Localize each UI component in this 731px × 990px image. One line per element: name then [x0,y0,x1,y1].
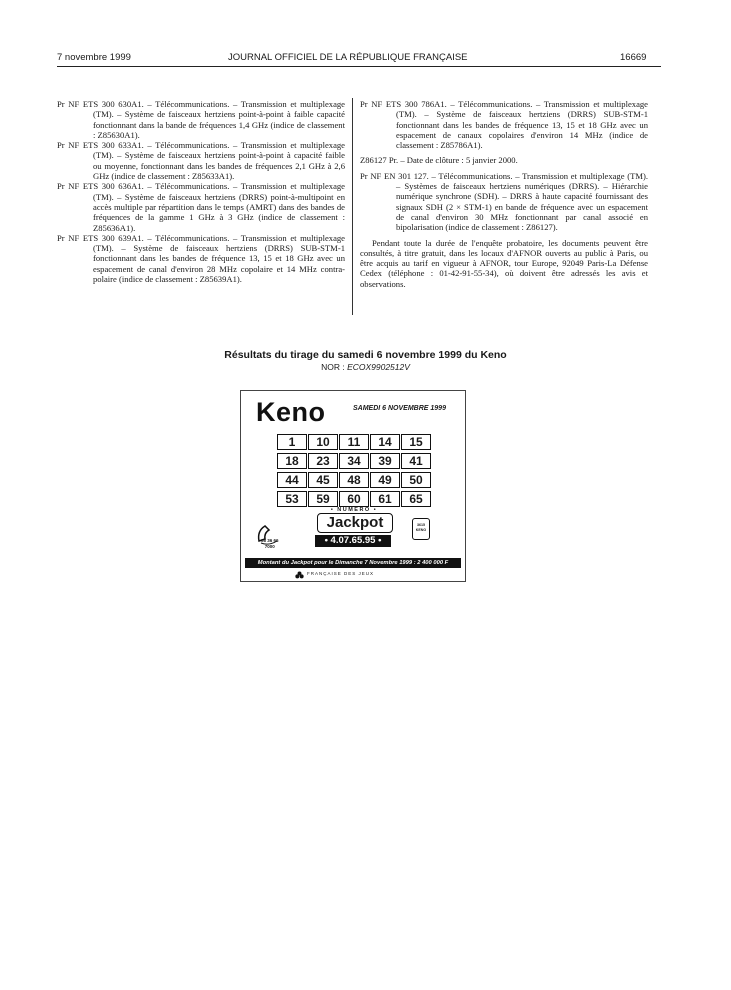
jackpot-amount-banner: Montant du Jackpot pour le Dimanche 7 Novembre 1999 : 2 400 000 F [245,558,461,568]
left-column [57,99,345,284]
standard-entry: Pr NF ETS 300 633A1. – Télécommunications. – Transmission et multiplexage (TM). – Système de faisceaux hertziens point-à-point à capacité faible ou moyenne, fonctionnant dans les bandes de fréquences 2,1 GHz à 2,6 GHz (indice de classement : Z85633A1). [57,140,345,182]
keno-results-ticket [240,390,466,582]
drawn-number: 49 [370,472,400,488]
minitel-code: 3615 [417,523,425,527]
drawn-number: 61 [370,491,400,507]
drawn-number: 10 [308,434,338,450]
drawn-number: 53 [277,491,307,507]
nor-reference [0,362,731,372]
jackpot-label: • NUMÉRO • [330,507,378,513]
clover-logo-icon [295,571,304,580]
drawn-number: 39 [370,453,400,469]
standard-entry: Pr NF EN 301 127. – Télécommunications. – Transmission et multiplexage (TM). – Systèmes de faisceaux hertziens numériques (DRRS). – Hiérarchie numérique synchrone (SDH). – DRRS à haute capacité fournissant des signaux SDH (2 × STM-1) en bande de fréquence avec un espacement de canal d'environ 30 MHz fonctionnant par canal associé en bipolarisation (indice de classement : Z86127). [360,170,648,233]
drawn-number: 45 [308,472,338,488]
header-date: 7 novembre 1999 [57,52,131,63]
drawn-number: 1 [277,434,307,450]
nor-label: NOR : [321,362,345,372]
phone-number-suffix: 7000 [264,544,275,549]
francaise-des-jeux-label: FRANÇAISE DES JEUX [307,571,375,576]
tv-minitel-icon [412,518,430,540]
drawn-number: 18 [277,453,307,469]
drawn-number: 41 [401,453,431,469]
keno-logo: Keno [256,397,326,427]
drawn-number: 15 [401,434,431,450]
header-journal-title: JOURNAL OFFICIEL DE LA RÉPUBLIQUE FRANÇAISE [228,52,468,63]
results-title: Résultats du tirage du samedi 6 novembre 1999 du Keno [224,349,507,361]
header-page-number: 16669 [620,52,647,63]
drawn-number: 34 [339,453,369,469]
header-rule [57,66,661,67]
consultation-paragraph: Pendant toute la durée de l'enquête probatoire, les documents peuvent être consultés, à titre gratuit, dans les locaux d'AFNOR ouverts au public à Paris, ou être acquis au tarif en vigueur à AFNOR, tour Europe, 92049 Paris-La Défense Cedex (téléphone : 01-42-91-55-34), où doivent être adressés les avis et observations. [360,237,648,289]
nor-code: ECOX9902512V [347,362,410,372]
closing-date-entry: Z86127 Pr. – Date de clôture : 5 janvier 2000. [360,155,518,166]
standard-entry: Pr NF ETS 300 639A1. – Télécommunications. – Transmission et multiplexage (TM). – Système de faisceaux hertziens (DRRS) SUB-STM-1 fonctionnant dans les bandes de fréquence 13, 15 et 18 GHz avec un espacement de canal d'environ 28 MHz copolaire et 14 MHz contra-polaire (indice de classement : Z85639A1). [57,232,345,285]
draw-date: SAMEDI 6 NOVEMBRE 1999 [353,405,446,412]
standard-entry: Pr NF ETS 300 786A1. – Télécommunications. – Transmission et multiplexage (TM). – Système de faisceaux hertziens (DRRS) SUB-STM-1 fonctionnant dans les bandes de fréquence 13, 15 et 18 GHz avec un espacement de canaux copolaires d'environ 14 MHz (indice de classement : Z85786A1). [360,99,648,151]
drawn-number: 11 [339,434,369,450]
drawn-number: 59 [308,491,338,507]
drawn-number: 48 [339,472,369,488]
right-column [360,99,648,289]
drawn-number: 44 [277,472,307,488]
column-divider [352,98,353,315]
jackpot-word: Jackpot [317,513,393,533]
phone-number [261,538,279,550]
drawn-number: 60 [339,491,369,507]
jackpot-number: • 4.07.65.95 • [315,535,391,547]
phone-number-main: 08 36 66 [261,538,279,543]
drawn-number: 50 [401,472,431,488]
drawn-number: 23 [308,453,338,469]
standard-entry: Pr NF ETS 300 630A1. – Télécommunications. – Transmission et multiplexage (TM). – Système de faisceaux hertziens point-à-point à faible capacité fonctionnant dans la bande de fréquences 1,4 GHz (indice de classement : Z85630A1). [57,99,345,140]
jackpot-block [313,507,395,547]
minitel-label: KENO [415,528,427,532]
standard-entry: Pr NF ETS 300 636A1. – Télécommunications. – Transmission et multiplexage (TM). – Système de faisceaux hertziens (DRRS) point-à-multipoint en accès multiple par répartition dans le temps (AMRT) dans des bandes de fréquences de la gamme 1 GHz à 3 GHz (indice de classement : Z85636A1). [57,181,345,233]
drawn-number: 65 [401,491,431,507]
drawn-number: 14 [370,434,400,450]
